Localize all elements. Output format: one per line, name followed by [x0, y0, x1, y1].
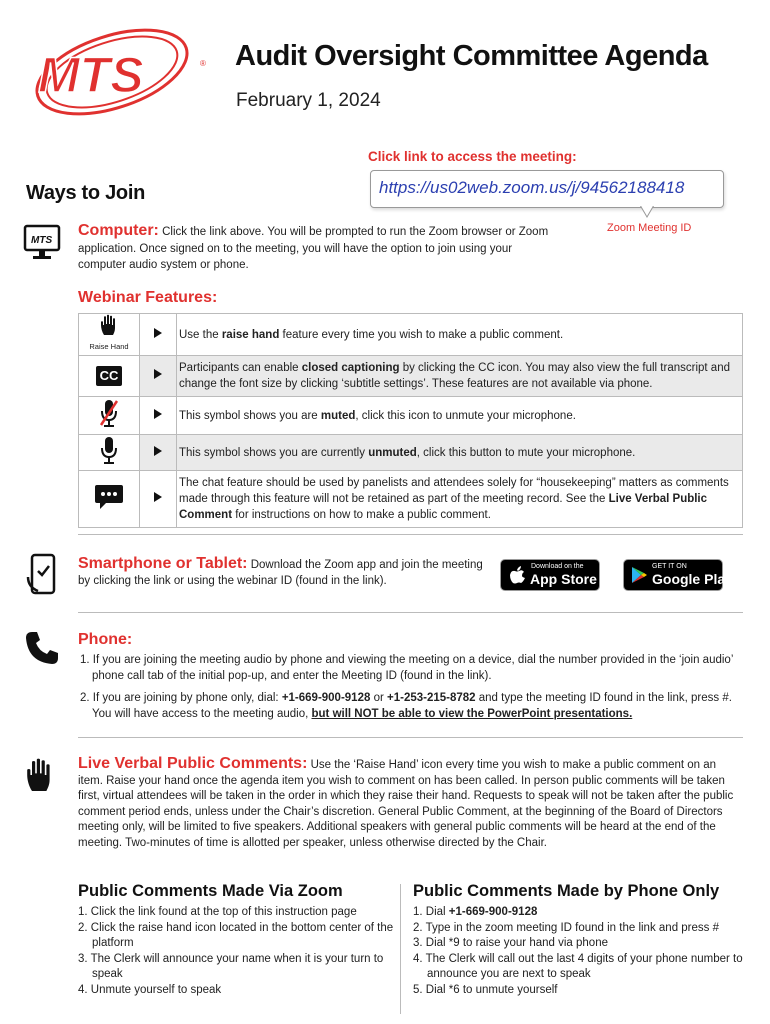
arrow-icon [140, 314, 177, 356]
list-item: 3. The Clerk will announce your name when it is your turn to speak [78, 952, 384, 980]
phone-list [78, 652, 743, 728]
raise-hand-label: Raise Hand [89, 342, 129, 351]
list-item: 2. If you are joining by phone only, dial: +1-669-900-9128 or +1-253-215-8782 and type the meeting ID found in the link, press #. You will have access to the meeting audio, but will NOT be able to view the PowerPoint presentations. [80, 692, 732, 720]
smartphone-heading: Smartphone or Tablet: [78, 555, 248, 572]
smartphone-instructions [78, 556, 488, 589]
feature-text: This symbol shows you are muted, click this icon to unmute your microphone. [177, 397, 743, 435]
feature-text: This symbol shows you are currently unmuted, click this button to mute your microphone. [177, 435, 743, 471]
raise-hand-icon [24, 756, 56, 794]
app-store-button[interactable] [500, 559, 600, 591]
list-item: 5. Dial *6 to unmute yourself [413, 983, 558, 996]
feature-text: Participants can enable closed captioning by clicking the CC icon. You may also view the full transcript and change the font size by clicking ‘subtitle settings’. These features are not available via phone. [177, 356, 743, 397]
chat-cell [79, 471, 140, 528]
raise-hand-icon [99, 314, 119, 336]
arrow-icon [140, 471, 177, 528]
list-item: 2. Type in the zoom meeting ID found in the link and press # [413, 921, 719, 934]
mic-icon [98, 435, 120, 465]
webinar-features-heading: Webinar Features: [78, 289, 218, 306]
app-store-big: App Store [530, 571, 597, 587]
column-divider [400, 884, 401, 1014]
divider [78, 612, 743, 613]
list-item: 4. Unmute yourself to speak [78, 983, 222, 996]
feature-text: Use the raise hand feature every time you wish to make a public comment. [177, 314, 743, 356]
svg-text:MTS: MTS [31, 235, 53, 246]
mic-cell [79, 435, 140, 471]
page-title: Audit Oversight Committee Agenda [235, 40, 708, 72]
list-item: 1. If you are joining the meeting audio by phone and viewing the meeting on a device, dial the number provided in the ‘join audio’ phone call tab of the initial pop-up, and enter the Meeting ID (found in the link). [80, 654, 733, 682]
phone-icon [24, 630, 60, 666]
zoom-comments-list [78, 905, 394, 998]
meeting-id-label: Zoom Meeting ID [607, 222, 692, 234]
app-store-small: Download on the [531, 563, 584, 570]
cc-cell [79, 356, 140, 397]
google-play-big: Google Play [652, 571, 733, 587]
arrow-icon [140, 435, 177, 471]
link-prompt: Click link to access the meeting: [368, 149, 577, 164]
feature-text: The chat feature should be used by panelists and attendees solely for “housekeeping” matters as comments made through this feature will not be retained as part of the meeting record. See the Live Verbal Public Comment for instructions on how to make a public comment. [177, 471, 743, 528]
google-play-icon [631, 566, 647, 584]
phone-comments-heading: Public Comments Made by Phone Only [413, 882, 720, 900]
chat-icon [94, 483, 124, 511]
phone-comments-list [413, 905, 743, 998]
raise-hand-cell [79, 314, 140, 356]
muted-mic-icon [98, 398, 120, 428]
list-item: 4. The Clerk will call out the last 4 digits of your phone number to announce you are next to speak [413, 952, 743, 980]
divider [78, 737, 743, 738]
ways-to-join-heading: Ways to Join [26, 182, 146, 204]
webinar-features-table [78, 313, 743, 528]
arrow-icon [140, 356, 177, 397]
meeting-link[interactable]: https://us02web.zoom.us/j/94562188418 [379, 178, 685, 197]
zoom-comments-heading: Public Comments Made Via Zoom [78, 882, 343, 900]
live-comments-heading: Live Verbal Public Comments: [78, 755, 308, 772]
cc-icon: CC [96, 366, 123, 386]
computer-heading: Computer: [78, 222, 159, 239]
svg-text:MTS: MTS [38, 47, 144, 103]
live-comments-text: Live Verbal Public Comments: Use the ‘Raise Hand’ icon every time you wish to make a public comment on an item. Raise your hand once the agenda item you wish to comment on has been called. In person public comments will be taken first, virtual attendees will be taken in the order in which they raise their hand. Requests to speak will not be taken after the public comment period ends, unless under the Chair’s discretion. General Public Comment, at the beginning of the Board of Directors meeting only, will be limited to five speakers. Additional speakers with general public comments will be heard at the end of the meeting. Two-minutes of time is allotted per speaker, unless otherwise directed by the Chair. [78, 755, 734, 849]
divider [78, 534, 743, 535]
list-item: 1. Click the link found at the top of this instruction page [78, 906, 357, 918]
meeting-date: February 1, 2024 [236, 90, 381, 111]
list-item: 2. Click the raise hand icon located in the bottom center of the platform [78, 921, 394, 949]
smartphone-text: Download the Zoom app and join the meeting by clicking the link or using the webinar ID (found in the link). [78, 559, 483, 587]
callout-pointer [640, 205, 654, 219]
svg-text:®: ® [200, 59, 206, 68]
list-item: 3. Dial *9 to raise your hand via phone [413, 937, 608, 949]
google-play-small: GET IT ON [652, 563, 687, 570]
computer-instructions [78, 223, 553, 274]
meeting-link-box[interactable] [370, 170, 724, 208]
arrow-icon [140, 397, 177, 435]
apple-icon [509, 566, 525, 584]
phone-heading: Phone: [78, 631, 133, 648]
computer-text: Click the link above. You will be prompted to run the Zoom browser or Zoom application. Once signed on to the meeting, you will have the option to join using your computer audio system or phone. [78, 226, 549, 271]
google-play-button[interactable] [623, 559, 733, 591]
smartphone-icon [26, 553, 62, 595]
muted-mic-cell [79, 397, 140, 435]
mts-logo [20, 26, 220, 116]
list-item: 1. Dial +1-669-900-9128 [413, 906, 538, 918]
computer-icon [22, 222, 68, 262]
